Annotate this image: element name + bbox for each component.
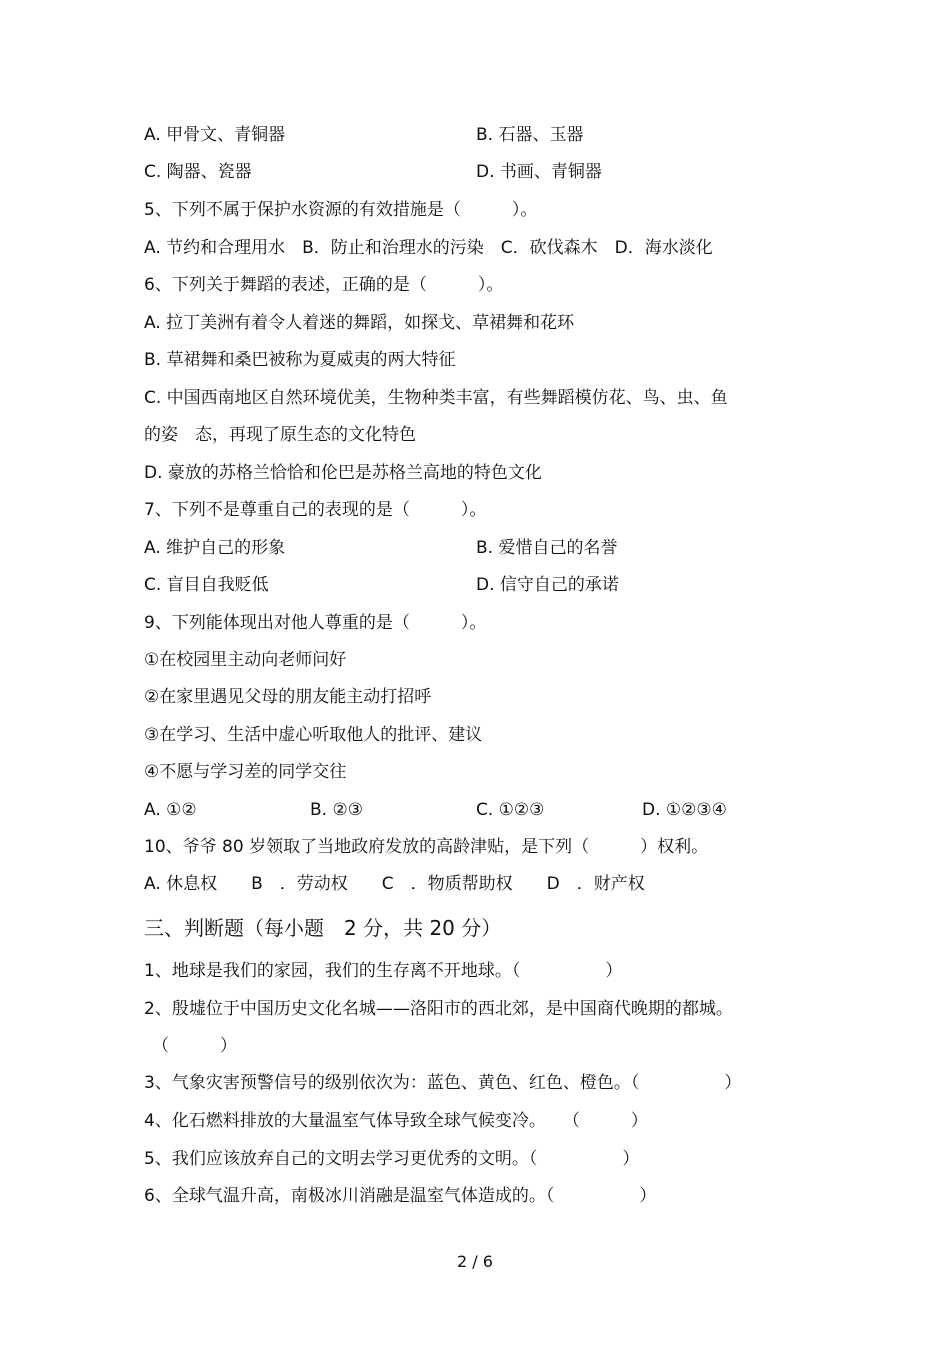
question-6-option-c: C. 中国西南地区自然环境优美，生物种类丰富，有些舞蹈模仿花、鸟、虫、鱼 (144, 388, 728, 408)
question-9-option-d: D. ①②③④ (642, 800, 727, 820)
page-number: 2 / 6 (457, 1252, 493, 1271)
judge-2: 2、殷墟位于中国历史文化名城——洛阳市的西北郊，是中国商代晚期的都城。 (144, 999, 733, 1019)
question-9-item-4: ④不愿与学习差的同学交往 (144, 762, 347, 782)
question-5: 5、下列不属于保护水资源的有效措施是（ ）。 (144, 200, 538, 220)
option-a: A. 甲骨文、青铜器 (144, 125, 286, 145)
option-b: B. 石器、玉器 (476, 125, 584, 145)
question-6-option-a: A. 拉丁美洲有着令人着迷的舞蹈，如探戈、草裙舞和花环 (144, 313, 575, 333)
question-9-option-a: A. ①② (144, 800, 197, 820)
question-9-item-1: ①在校园里主动向老师问好 (144, 650, 347, 670)
question-6-option-b: B. 草裙舞和桑巴被称为夏威夷的两大特征 (144, 350, 456, 370)
question-7-option-b: B. 爱惜自己的名誉 (476, 538, 618, 558)
question-5-options: A. 节约和合理用水 B．防止和治理水的污染 C．砍伐森木 D．海水淡化 (144, 238, 713, 258)
question-10: 10、爷爷 80 岁领取了当地政府发放的高龄津贴，是下列（ ）权利。 (144, 837, 709, 857)
judge-2-cont: （ ） (152, 1036, 237, 1056)
question-10-options: A. 休息权 B ．劳动权 C ．物质帮助权 D ．财产权 (144, 874, 645, 894)
option-c: C. 陶器、瓷器 (144, 162, 252, 182)
question-9-item-3: ③在学习、生活中虚心听取他人的批评、建议 (144, 725, 483, 745)
question-7-option-d: D. 信守自己的承诺 (476, 575, 619, 595)
judge-3: 3、气象灾害预警信号的级别依次为：蓝色、黄色、红色、橙色。（ ） (144, 1073, 742, 1093)
section-heading: 三、判断题（每小题 2 分，共 20 分） (144, 916, 502, 940)
judge-4: 4、化石燃料排放的大量温室气体导致全球气候变冷。 （ ） (144, 1111, 648, 1131)
judge-1: 1、地球是我们的家园，我们的生存离不开地球。（ ） (144, 961, 623, 981)
question-9-item-2: ②在家里遇见父母的朋友能主动打招呼 (144, 687, 432, 707)
judge-5: 5、我们应该放弃自己的文明去学习更优秀的文明。（ ） (144, 1149, 640, 1169)
question-7-option-c: C. 盲目自我贬低 (144, 575, 269, 595)
judge-6: 6、全球气温升高，南极冰川消融是温室气体造成的。（ ） (144, 1186, 657, 1206)
question-7: 7、下列不是尊重自己的表现的是（ ）。 (144, 500, 487, 520)
option-d: D. 书画、青铜器 (476, 162, 602, 182)
question-9-option-c: C. ①②③ (476, 800, 545, 820)
question-7-option-a: A. 维护自己的形象 (144, 538, 286, 558)
question-9-option-b: B. ②③ (310, 800, 363, 820)
question-6: 6、下列关于舞蹈的表述，正确的是（ ）。 (144, 275, 504, 295)
question-9: 9、下列能体现出对他人尊重的是（ ）。 (144, 613, 487, 633)
question-6-option-c-cont: 的姿 态，再现了原生态的文化特色 (144, 425, 416, 445)
question-6-option-d: D. 豪放的苏格兰恰恰和伦巴是苏格兰高地的特色文化 (144, 463, 542, 483)
